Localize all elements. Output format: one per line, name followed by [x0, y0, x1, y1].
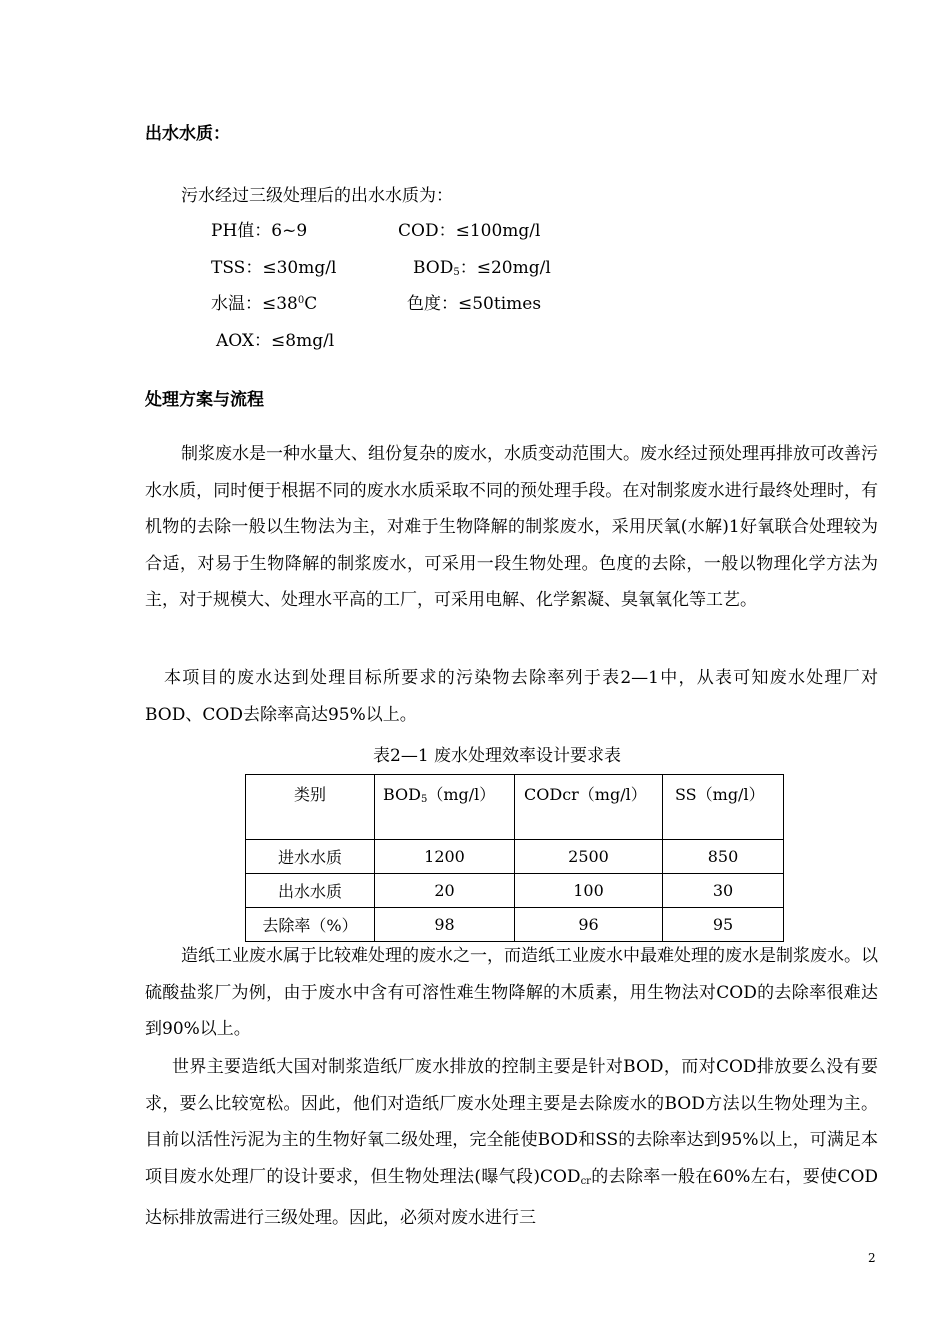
table-row: [246, 840, 784, 874]
scheme-paragraph-1: 制浆废水是一种水量大、组份复杂的废水，水质变动范围大。废水经过预处理再排放可改善污水水质，同时便于根据不同的废水水质采取不同的预处理手段。在对制浆废水进行最终处理时，有机物的去除一般以生物法为主，对难于生物降解的制浆废水，采用厌氧(水解)1好氧联合处理较为合适，对易于生物降解的制浆废水，可采用一段生物处理。色度的去除，一般以物理化学方法为主，对于规模大、处理水平高的工厂，可采用电解、化学絮凝、臭氧氧化等工艺。: [145, 444, 878, 610]
cell-cod: 100: [515, 874, 663, 908]
scheme-paragraph-2: 本项目的废水达到处理目标所要求的污染物去除率列于表2—1中，从表可知废水处理厂对BOD、COD去除率高达95%以上。: [145, 668, 878, 725]
effluent-ph: PH值：6~9: [211, 221, 308, 241]
header-cod: CODcr（mg/l）: [515, 775, 663, 840]
paper-wastewater-paragraph: 造纸工业废水属于比较难处理的废水之一，而造纸工业废水中最难处理的废水是制浆废水。以硫酸盐浆厂为例，由于废水中含有可溶性难生物降解的木质素，用生物法对COD的去除率很难达到90%以上。: [145, 946, 878, 1039]
effluent-aox: AOX：≤8mg/l: [216, 331, 335, 351]
header-category: 类别: [246, 775, 375, 840]
cell-ss: 30: [663, 874, 784, 908]
header-bod: $BOD_5(mg/l)$: [375, 775, 515, 840]
cell-cod: 96: [515, 908, 663, 942]
effluent-intro: 污水经过三级处理后的出水水质为：: [181, 186, 453, 206]
effluent-color: 色度：≤50times: [407, 294, 542, 314]
efficiency-table: [245, 774, 784, 942]
cell-ss: 95: [663, 908, 784, 942]
cell-bod: 98: [375, 908, 515, 942]
table-row: [246, 908, 784, 942]
header-ss: SS（mg/l）: [663, 775, 784, 840]
cell-cod: 2500: [515, 840, 663, 874]
row-label: 出水水质: [246, 874, 375, 908]
effluent-tss: TSS：≤30mg/l: [211, 258, 337, 278]
section-heading-scheme: 处理方案与流程: [145, 390, 264, 410]
row-label: 进水水质: [246, 840, 375, 874]
table-caption: 表2—1 废水处理效率设计要求表: [373, 746, 622, 766]
cell-ss: 850: [663, 840, 784, 874]
table-row: [246, 874, 784, 908]
effluent-cod: COD：≤100mg/l: [398, 221, 541, 241]
table-header-row: [246, 775, 784, 840]
row-label: 去除率（%）: [246, 908, 375, 942]
effluent-bod: $BOD_5$：≤20mg/l: [413, 258, 551, 278]
international-control-paragraph: 世界主要造纸大国对制浆造纸厂废水排放的控制主要是针对BOD，而对COD排放要么没有要求，要么比较宽松。因此，他们对造纸厂废水处理主要是去除废水的BOD方法以生物处理为主。目前以活性污泥为主的生物好氧二级处理，完全能使BOD和SS的去除率达到95%以上，可满足本项目废水处理厂的设计要求，但生物处理法(曝气段)$COD_{cr}$的去除率一般在60%左右，要使COD达标排放需进行三级处理。因此，必须对废水进行三: [145, 1057, 879, 1228]
cell-bod: 1200: [375, 840, 515, 874]
section-heading-effluent: 出水水质：: [145, 124, 230, 144]
cell-bod: 20: [375, 874, 515, 908]
effluent-temperature: 水温：$\le 38^0C$: [211, 294, 318, 314]
page-number: 2: [868, 1251, 876, 1265]
